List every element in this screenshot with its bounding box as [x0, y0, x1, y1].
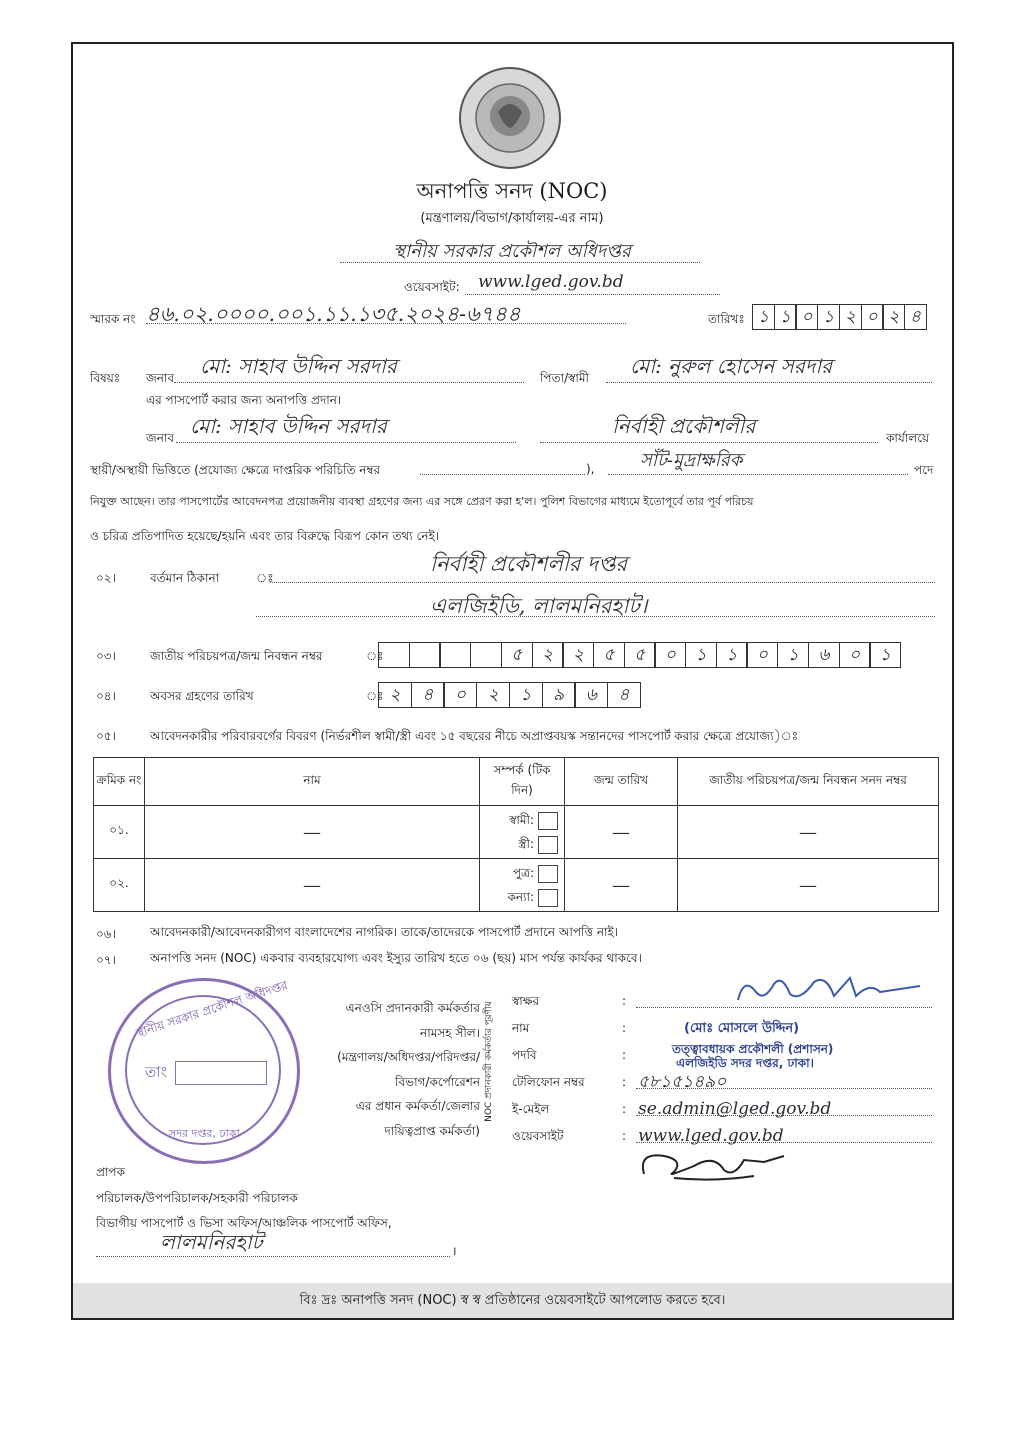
signatory-fields — [512, 988, 932, 1150]
row-name: — — [145, 806, 480, 859]
seal-outer-text: স্থানীয় সরকার প্রকৌশল অধিদপ্তর — [134, 977, 290, 1041]
field-value-name: (মোঃ মোসলে উদ্দিন) — [684, 1021, 800, 1036]
address-dotline2 — [256, 616, 935, 617]
field-label-signature: স্বাক্ষর — [512, 994, 540, 1008]
applicant-name: মো: সাহাব উদ্দিন সরদার — [200, 354, 397, 378]
email-line — [636, 1115, 932, 1116]
seal-inner-text: তাং — [145, 1063, 168, 1081]
date-digit: ২ — [882, 304, 905, 330]
son-checkbox[interactable] — [538, 865, 558, 883]
body-office-line — [540, 442, 878, 443]
field-colon: : — [622, 1102, 627, 1116]
family-label: আবেদনকারীর পরিবারবর্গের বিবরণ (নির্ভরশীল স্বামী/স্ত্রী এবং ১৫ বছরের নীচে অপ্রাপ্তবয়স্ক সন্তানদের পাসপোর্ট করার ক্ষেত্রে প্রযোজ্য)ঃ — [150, 729, 799, 743]
nid-digit: ১ — [716, 642, 748, 668]
row-name: — — [145, 859, 480, 912]
field-value-phone: ৫৮১৫১৪৯০ — [638, 1072, 727, 1092]
memo-line — [146, 323, 626, 324]
date-digit: ৪ — [904, 304, 927, 330]
website-line — [465, 294, 720, 295]
website-value: www.lged.gov.bd — [478, 272, 624, 292]
nid-digit: ২ — [532, 642, 564, 668]
applicant-name-line — [174, 382, 524, 383]
field-value-website: www.lged.gov.bd — [638, 1126, 784, 1146]
address-label: বর্তমান ঠিকানা — [150, 571, 220, 585]
table-row — [94, 806, 939, 859]
signatory-left-block — [300, 996, 480, 1143]
field-label-website: ওয়েবসাইট — [512, 1129, 564, 1143]
nid-digit: ১ — [777, 642, 809, 668]
subject-label: বিষয়ঃ — [90, 371, 121, 385]
date-digit: ২ — [839, 304, 862, 330]
relation-son-label: পুত্র: — [512, 866, 534, 880]
signatory-left-line: এর প্রধান কর্মকর্তা/জেলার — [355, 1099, 480, 1113]
body-office: নির্বাহী প্রকৌশলীর — [612, 414, 756, 438]
field-value-email: se.admin@lged.gov.bd — [638, 1099, 832, 1119]
date-digit: ১ — [774, 304, 797, 330]
office-name: স্থানীয় সরকার প্রকৌশল অধিদপ্তর — [393, 241, 631, 262]
retirement-digit: ৯ — [542, 682, 576, 708]
signatory-left-line: (মন্ত্রণালয়/অধিদপ্তর/পরিদপ্তর/ — [337, 1050, 480, 1064]
date-digit: ০ — [795, 304, 818, 330]
retirement-digit: ৪ — [411, 682, 445, 708]
ministry-subtitle: (মন্ত্রণালয়/বিভাগ/কার্যালয়-এর নাম) — [420, 211, 604, 226]
validity-statement: অনাপত্তি সনদ (NOC) একবার ব্যবহারযোগ্য এবং ইস্যুর তারিখ হতে ০৬ (ছয়) মাস পর্যন্ত কার্যকর থাকবে। — [150, 951, 642, 965]
body-name-line — [176, 442, 516, 443]
official-id-line — [420, 474, 585, 475]
body-line2-prefix: স্থায়ী/অস্থায়ী ভিত্তিতে (প্রযোজ্য ক্ষেত্রে দাপ্তরিক পরিচিতি নম্বর — [90, 463, 381, 477]
body-janab: জনাব — [146, 431, 175, 445]
item-02-number: ০২। — [96, 571, 116, 585]
relation-daughter-label: কন্যা: — [507, 890, 534, 904]
office-seal-stamp — [108, 978, 300, 1164]
address-dotline1 — [270, 582, 935, 583]
row-serial: ০১. — [94, 806, 145, 859]
nid-digit: ১ — [685, 642, 717, 668]
body-office-suffix: কার্যালয়ে — [886, 431, 930, 445]
field-colon: : — [622, 1048, 627, 1062]
retirement-digit: ২ — [476, 682, 510, 708]
field-label-phone: টেলিফোন নম্বর — [512, 1075, 585, 1089]
field-label-name: নাম — [512, 1021, 530, 1035]
date-boxes — [752, 304, 927, 330]
initial-scribble — [634, 1142, 804, 1182]
signatory-left-line: বিভাগ/কর্পোরেশন — [395, 1074, 480, 1089]
phone-line — [636, 1088, 932, 1089]
retirement-label: অবসর গ্রহণের তারিখ — [150, 689, 254, 703]
row-dob: — — [565, 859, 678, 912]
date-digit: ০ — [861, 304, 884, 330]
field-value-designation: তত্ত্বাবধায়ক প্রকৌশলী (প্রশাসন) — [672, 1042, 834, 1056]
nid-digit — [409, 642, 441, 668]
wife-checkbox[interactable] — [538, 836, 558, 854]
footer-note: বিঃ দ্রঃ অনাপত্তি সনদ (NOC) স্ব স্ব প্রতিষ্ঠানের ওয়েবসাইটে আপলোড করতে হবে। — [299, 1293, 726, 1308]
nid-digit — [470, 642, 502, 668]
item-03-number: ০৩। — [96, 649, 116, 663]
nid-digit — [378, 642, 410, 668]
nid-digit: ৫ — [593, 642, 625, 668]
field-colon: : — [622, 1021, 627, 1035]
date-digit: ১ — [752, 304, 775, 330]
memo-number: ৪৬.০২.০০০০.০০১.১১.১৩৫.২০২৪-৬৭৪৪ — [146, 302, 521, 326]
relation-cell — [480, 806, 565, 859]
col-relation: সম্পর্ক (টিক দিন) — [480, 758, 565, 806]
nid-label: জাতীয় পরিচয়পত্র/জন্ম নিবন্ধন নম্বর — [150, 649, 323, 663]
item-04-number: ০৪। — [96, 689, 116, 703]
relation-wife-label: স্ত্রী: — [518, 837, 534, 851]
body-line3: নিযুক্ত আছেন। তার পাসপোর্টের আবেদনপত্র প্রয়োজনীয় ব্যবস্থা গ্রহণের জন্য এর সঙ্গে প্রেরণ করা হ'ল। পুলিশ বিভাগের মাধ্যমে ইতোপূর্বে তার পূর্ব পরিচয় — [90, 495, 754, 508]
seal-date-box — [175, 1061, 267, 1085]
recipient-line2: বিভাগীয় পাসপোর্ট ও ভিসা অফিস/আঞ্চলিক পাসপোর্ট অফিস, — [96, 1216, 392, 1230]
retirement-digit: ০ — [443, 682, 477, 708]
date-label: তারিখঃ — [708, 312, 745, 326]
field-colon: : — [622, 1075, 627, 1089]
website-label: ওয়েবসাইট: — [404, 280, 460, 294]
memo-label: স্মারক নং — [90, 312, 136, 326]
retirement-digit: ৬ — [574, 682, 608, 708]
nid-boxes — [378, 642, 901, 668]
signatory-side-label: NOC প্রদানকারী কর্মকর্তার পূরণীয় — [483, 1001, 494, 1122]
document-title: অনাপত্তি সনদ (NOC) — [416, 179, 608, 203]
recipient-line3: লালমনিরহাট — [160, 1230, 263, 1254]
daughter-checkbox[interactable] — [538, 889, 558, 907]
signatory-left-line: দায়িত্বপ্রাপ্ত কর্মকর্তা) — [384, 1123, 480, 1138]
body-name: মো: সাহাব উদ্দিন সরদার — [190, 414, 387, 438]
address-line1: নির্বাহী প্রকৌশলীর দপ্তর — [430, 552, 627, 576]
recipient-line3-dots — [96, 1256, 450, 1257]
seal-bottom-text: সদর দপ্তর, ঢাকা — [169, 1127, 240, 1140]
body-line2-suffix: পদে — [914, 463, 934, 477]
item-07-number: ০৭। — [96, 953, 116, 967]
father-label: পিতা/স্বামী — [540, 371, 589, 385]
nid-digit: ০ — [746, 642, 778, 668]
nid-digit: ১ — [869, 642, 901, 668]
retirement-digit: ২ — [378, 682, 412, 708]
field-colon: : — [622, 1129, 627, 1143]
row-dob: — — [565, 806, 678, 859]
item-06-number: ০৬। — [96, 927, 116, 941]
address-colon: ঃ — [256, 571, 274, 585]
designation-line — [608, 474, 908, 475]
signatory-left-line: এনওসি প্রদানকারী কর্মকর্তার — [345, 1001, 480, 1015]
col-serial: ক্রমিক নং — [94, 758, 145, 806]
subject-janab: জনাব — [146, 371, 175, 385]
footer-bar — [73, 1283, 952, 1318]
father-name: মো: নুরুল হোসেন সরদার — [630, 354, 833, 378]
family-table — [93, 757, 939, 912]
nid-digit: ০ — [839, 642, 871, 668]
signature-scribble — [730, 972, 930, 1008]
nid-digit: ৬ — [808, 642, 840, 668]
nid-digit: ৫ — [624, 642, 656, 668]
relation-husband-label: স্বামী: — [509, 813, 534, 827]
item-05-number: ০৫। — [96, 729, 116, 743]
nid-digit — [439, 642, 471, 668]
nid-digit: ৫ — [501, 642, 533, 668]
body-line4: ও চরিত্র প্রতিপাদিত হয়েছে/হয়নি এবং তার বিরুদ্ধে বিরূপ কোন তথ্য নেই। — [90, 529, 440, 543]
field-label-email: ই-মেইল — [512, 1102, 550, 1116]
col-nid: জাতীয় পরিচয়পত্র/জন্ম নিবন্ধন সনদ নম্বর — [678, 758, 939, 806]
col-dob: জন্ম তারিখ — [565, 758, 678, 806]
retirement-digit: ৪ — [607, 682, 641, 708]
citizen-statement: আবেদনকারী/আবেদনকারীগণ বাংলাদেশের নাগরিক। তাকে/তাদেরকে পাসপোর্ট প্রদানে আপত্তি নাই। — [150, 925, 619, 939]
date-digit: ১ — [817, 304, 840, 330]
nid-colon: ঃ — [366, 649, 384, 663]
signatory-left-line: নামসহ সীল। — [420, 1025, 480, 1040]
col-name: নাম — [145, 758, 480, 806]
row-serial: ০২. — [94, 859, 145, 912]
field-colon: : — [622, 994, 627, 1008]
table-row — [94, 859, 939, 912]
father-name-line — [606, 382, 932, 383]
relation-cell — [480, 859, 565, 912]
field-label-designation: পদবি — [512, 1048, 537, 1062]
designation: সাঁট-মুদ্রাক্ষরিক — [640, 450, 743, 471]
recipient-line1: পরিচালক/উপপরিচালক/সহকারী পরিচালক — [96, 1191, 298, 1205]
office-name-line — [340, 262, 700, 263]
row-nid: — — [678, 859, 939, 912]
nid-digit: ০ — [654, 642, 686, 668]
subject-line2: এর পাসপোর্ট করার জন্য অনাপত্তি প্রদান। — [146, 393, 342, 407]
nid-digit: ২ — [562, 642, 594, 668]
retirement-date-boxes — [378, 682, 641, 708]
field-value-office: এলজিইডি সদর দপ্তর, ঢাকা। — [676, 1056, 814, 1070]
retirement-digit: ১ — [509, 682, 543, 708]
retirement-colon: ঃ — [366, 689, 384, 703]
husband-checkbox[interactable] — [538, 812, 558, 830]
row-nid: — — [678, 806, 939, 859]
address-line2: এলজিইডি, লালমনিরহাট। — [430, 594, 648, 618]
recipient-line3-end: । — [452, 1244, 457, 1258]
government-emblem — [458, 66, 562, 170]
body-line2-mid: ), — [586, 462, 595, 476]
recipient-label: প্রাপক — [96, 1165, 125, 1179]
